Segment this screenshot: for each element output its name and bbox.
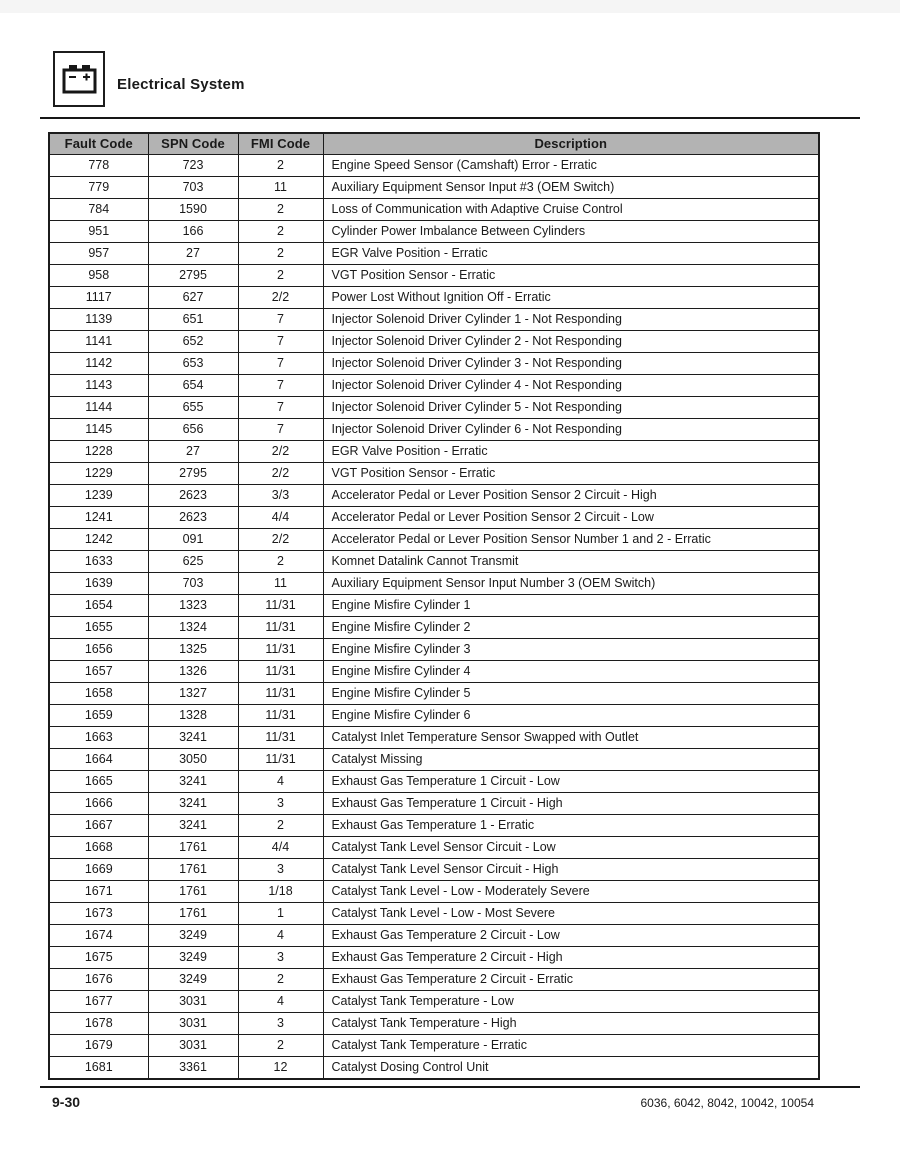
spn-code-cell: 1761 [148, 836, 238, 858]
fmi-code-cell: 7 [238, 330, 323, 352]
description-cell: Exhaust Gas Temperature 2 Circuit - High [323, 946, 819, 968]
fault-code-cell: 1667 [49, 814, 148, 836]
table-row [49, 396, 819, 418]
fault-code-cell: 784 [49, 198, 148, 220]
table-header-row [49, 133, 819, 154]
spn-code-cell: 27 [148, 242, 238, 264]
spn-code-cell: 3249 [148, 968, 238, 990]
table-row [49, 220, 819, 242]
description-cell: Catalyst Missing [323, 748, 819, 770]
description-cell: Catalyst Tank Level - Low - Moderately Severe [323, 880, 819, 902]
fault-code-cell: 1145 [49, 418, 148, 440]
fault-code-cell: 1242 [49, 528, 148, 550]
description-cell: Catalyst Tank Temperature - Low [323, 990, 819, 1012]
description-cell: Exhaust Gas Temperature 1 Circuit - High [323, 792, 819, 814]
table-row [49, 484, 819, 506]
description-cell: Catalyst Tank Level Sensor Circuit - Low [323, 836, 819, 858]
fmi-code-cell: 3 [238, 858, 323, 880]
description-cell: EGR Valve Position - Erratic [323, 440, 819, 462]
fault-code-cell: 957 [49, 242, 148, 264]
header-fault-code: Fault Code [49, 133, 148, 154]
fmi-code-cell: 7 [238, 308, 323, 330]
fault-code-cell: 1665 [49, 770, 148, 792]
header-divider [40, 117, 860, 119]
fmi-code-cell: 11/31 [238, 704, 323, 726]
spn-code-cell: 627 [148, 286, 238, 308]
spn-code-cell: 3031 [148, 990, 238, 1012]
fault-code-cell: 1659 [49, 704, 148, 726]
fmi-code-cell: 4 [238, 770, 323, 792]
spn-code-cell: 27 [148, 440, 238, 462]
spn-code-cell: 2623 [148, 484, 238, 506]
fault-code-cell: 1678 [49, 1012, 148, 1034]
description-cell: Catalyst Tank Level Sensor Circuit - High [323, 858, 819, 880]
description-cell: Injector Solenoid Driver Cylinder 1 - Not Responding [323, 308, 819, 330]
spn-code-cell: 654 [148, 374, 238, 396]
description-cell: Engine Speed Sensor (Camshaft) Error - Erratic [323, 154, 819, 176]
fault-code-cell: 1681 [49, 1056, 148, 1079]
table-row [49, 308, 819, 330]
description-cell: Auxiliary Equipment Sensor Input Number 3 (OEM Switch) [323, 572, 819, 594]
spn-code-cell: 3031 [148, 1034, 238, 1056]
fmi-code-cell: 11/31 [238, 660, 323, 682]
section-icon-box [53, 51, 105, 107]
spn-code-cell: 166 [148, 220, 238, 242]
table-row [49, 704, 819, 726]
fmi-code-cell: 1/18 [238, 880, 323, 902]
description-cell: Injector Solenoid Driver Cylinder 2 - Not Responding [323, 330, 819, 352]
fault-code-cell: 1675 [49, 946, 148, 968]
fmi-code-cell: 7 [238, 396, 323, 418]
description-cell: Injector Solenoid Driver Cylinder 6 - Not Responding [323, 418, 819, 440]
description-cell: Engine Misfire Cylinder 6 [323, 704, 819, 726]
table-row [49, 1034, 819, 1056]
table-row [49, 264, 819, 286]
fmi-code-cell: 2/2 [238, 528, 323, 550]
fault-code-cell: 1139 [49, 308, 148, 330]
table-row [49, 242, 819, 264]
spn-code-cell: 1590 [148, 198, 238, 220]
fmi-code-cell: 3 [238, 946, 323, 968]
fault-code-cell: 1668 [49, 836, 148, 858]
table-row [49, 440, 819, 462]
fmi-code-cell: 2 [238, 550, 323, 572]
fmi-code-cell: 4 [238, 990, 323, 1012]
table-row [49, 660, 819, 682]
fault-code-cell: 779 [49, 176, 148, 198]
fault-code-cell: 1663 [49, 726, 148, 748]
header-fmi-code: FMI Code [238, 133, 323, 154]
spn-code-cell: 1761 [148, 902, 238, 924]
fmi-code-cell: 2 [238, 1034, 323, 1056]
fmi-code-cell: 11/31 [238, 616, 323, 638]
fmi-code-cell: 11 [238, 572, 323, 594]
table-row [49, 770, 819, 792]
fault-code-cell: 1677 [49, 990, 148, 1012]
spn-code-cell: 1325 [148, 638, 238, 660]
fault-code-cell: 1142 [49, 352, 148, 374]
page-number: 9-30 [52, 1094, 81, 1110]
fault-code-cell: 1673 [49, 902, 148, 924]
battery-icon [58, 55, 100, 104]
table-row [49, 990, 819, 1012]
description-cell: Accelerator Pedal or Lever Position Sensor 2 Circuit - Low [323, 506, 819, 528]
spn-code-cell: 091 [148, 528, 238, 550]
description-cell: Accelerator Pedal or Lever Position Sensor Number 1 and 2 - Erratic [323, 528, 819, 550]
fault-code-table [48, 132, 820, 1080]
table-row [49, 198, 819, 220]
table-row [49, 968, 819, 990]
description-cell: Catalyst Tank Level - Low - Most Severe [323, 902, 819, 924]
page-title: Electrical System [117, 76, 245, 93]
fmi-code-cell: 7 [238, 374, 323, 396]
spn-code-cell: 703 [148, 572, 238, 594]
table-row [49, 792, 819, 814]
description-cell: Accelerator Pedal or Lever Position Sensor 2 Circuit - High [323, 484, 819, 506]
fmi-code-cell: 2 [238, 198, 323, 220]
table-row [49, 616, 819, 638]
spn-code-cell: 3241 [148, 792, 238, 814]
fault-code-cell: 1117 [49, 286, 148, 308]
fmi-code-cell: 4/4 [238, 506, 323, 528]
spn-code-cell: 2623 [148, 506, 238, 528]
description-cell: Engine Misfire Cylinder 5 [323, 682, 819, 704]
fault-code-cell: 1141 [49, 330, 148, 352]
fault-code-cell: 1676 [49, 968, 148, 990]
model-numbers: 6036, 6042, 8042, 10042, 10054 [640, 1096, 814, 1110]
fault-code-cell: 1144 [49, 396, 148, 418]
spn-code-cell: 625 [148, 550, 238, 572]
spn-code-cell: 653 [148, 352, 238, 374]
table-row [49, 352, 819, 374]
description-cell: Auxiliary Equipment Sensor Input #3 (OEM Switch) [323, 176, 819, 198]
fault-code-cell: 1656 [49, 638, 148, 660]
fmi-code-cell: 12 [238, 1056, 323, 1079]
table-row [49, 506, 819, 528]
table-row [49, 1056, 819, 1079]
fmi-code-cell: 2/2 [238, 440, 323, 462]
fault-code-cell: 1143 [49, 374, 148, 396]
table-row [49, 814, 819, 836]
fmi-code-cell: 11/31 [238, 726, 323, 748]
fault-code-cell: 1658 [49, 682, 148, 704]
fault-table-body [49, 154, 819, 1079]
table-row [49, 528, 819, 550]
description-cell: Cylinder Power Imbalance Between Cylinders [323, 220, 819, 242]
table-row [49, 748, 819, 770]
fmi-code-cell: 11/31 [238, 594, 323, 616]
fault-code-cell: 1228 [49, 440, 148, 462]
header-spn-code: SPN Code [148, 133, 238, 154]
table-row [49, 946, 819, 968]
spn-code-cell: 3241 [148, 814, 238, 836]
table-row [49, 286, 819, 308]
spn-code-cell: 1328 [148, 704, 238, 726]
description-cell: Loss of Communication with Adaptive Cruise Control [323, 198, 819, 220]
fault-code-cell: 1241 [49, 506, 148, 528]
page-top-edge [0, 0, 900, 13]
fmi-code-cell: 2/2 [238, 462, 323, 484]
fmi-code-cell: 3 [238, 1012, 323, 1034]
fmi-code-cell: 2 [238, 814, 323, 836]
spn-code-cell: 1324 [148, 616, 238, 638]
fmi-code-cell: 11/31 [238, 638, 323, 660]
description-cell: Engine Misfire Cylinder 1 [323, 594, 819, 616]
fmi-code-cell: 11 [238, 176, 323, 198]
spn-code-cell: 1326 [148, 660, 238, 682]
spn-code-cell: 1761 [148, 880, 238, 902]
fmi-code-cell: 2 [238, 264, 323, 286]
fault-code-cell: 1639 [49, 572, 148, 594]
spn-code-cell: 703 [148, 176, 238, 198]
fault-code-cell: 1633 [49, 550, 148, 572]
description-cell: Power Lost Without Ignition Off - Erratic [323, 286, 819, 308]
fmi-code-cell: 7 [238, 352, 323, 374]
fault-code-cell: 1669 [49, 858, 148, 880]
description-cell: Catalyst Tank Temperature - Erratic [323, 1034, 819, 1056]
fmi-code-cell: 3 [238, 792, 323, 814]
table-row [49, 924, 819, 946]
fault-code-cell: 1664 [49, 748, 148, 770]
spn-code-cell: 3249 [148, 946, 238, 968]
description-cell: Engine Misfire Cylinder 2 [323, 616, 819, 638]
table-row [49, 462, 819, 484]
spn-code-cell: 652 [148, 330, 238, 352]
fault-code-cell: 1229 [49, 462, 148, 484]
table-row [49, 836, 819, 858]
table-row [49, 154, 819, 176]
table-row [49, 374, 819, 396]
table-row [49, 330, 819, 352]
description-cell: VGT Position Sensor - Erratic [323, 264, 819, 286]
spn-code-cell: 3241 [148, 770, 238, 792]
fmi-code-cell: 4/4 [238, 836, 323, 858]
description-cell: Catalyst Tank Temperature - High [323, 1012, 819, 1034]
fmi-code-cell: 1 [238, 902, 323, 924]
spn-code-cell: 3241 [148, 726, 238, 748]
fmi-code-cell: 11/31 [238, 748, 323, 770]
table-row [49, 682, 819, 704]
spn-code-cell: 1323 [148, 594, 238, 616]
description-cell: Komnet Datalink Cannot Transmit [323, 550, 819, 572]
spn-code-cell: 3249 [148, 924, 238, 946]
table-row [49, 902, 819, 924]
fmi-code-cell: 11/31 [238, 682, 323, 704]
fmi-code-cell: 2 [238, 220, 323, 242]
fmi-code-cell: 2 [238, 242, 323, 264]
fault-code-cell: 958 [49, 264, 148, 286]
fault-code-cell: 1657 [49, 660, 148, 682]
description-cell: Injector Solenoid Driver Cylinder 5 - Not Responding [323, 396, 819, 418]
spn-code-cell: 723 [148, 154, 238, 176]
table-row [49, 858, 819, 880]
table-row [49, 176, 819, 198]
fault-code-cell: 1655 [49, 616, 148, 638]
fault-code-cell: 1666 [49, 792, 148, 814]
spn-code-cell: 655 [148, 396, 238, 418]
fault-code-cell: 778 [49, 154, 148, 176]
description-cell: EGR Valve Position - Erratic [323, 242, 819, 264]
table-row [49, 572, 819, 594]
description-cell: Injector Solenoid Driver Cylinder 3 - Not Responding [323, 352, 819, 374]
table-row [49, 1012, 819, 1034]
table-row [49, 594, 819, 616]
fmi-code-cell: 2/2 [238, 286, 323, 308]
spn-code-cell: 1327 [148, 682, 238, 704]
spn-code-cell: 3031 [148, 1012, 238, 1034]
table-row [49, 726, 819, 748]
fault-code-cell: 1654 [49, 594, 148, 616]
description-cell: VGT Position Sensor - Erratic [323, 462, 819, 484]
table-row [49, 638, 819, 660]
fault-code-cell: 1239 [49, 484, 148, 506]
description-cell: Catalyst Dosing Control Unit [323, 1056, 819, 1079]
fmi-code-cell: 4 [238, 924, 323, 946]
spn-code-cell: 3050 [148, 748, 238, 770]
description-cell: Catalyst Inlet Temperature Sensor Swapped with Outlet [323, 726, 819, 748]
fault-code-cell: 1671 [49, 880, 148, 902]
table-row [49, 418, 819, 440]
description-cell: Exhaust Gas Temperature 2 Circuit - Low [323, 924, 819, 946]
fmi-code-cell: 7 [238, 418, 323, 440]
fault-code-cell: 1674 [49, 924, 148, 946]
description-cell: Engine Misfire Cylinder 3 [323, 638, 819, 660]
spn-code-cell: 2795 [148, 264, 238, 286]
description-cell: Injector Solenoid Driver Cylinder 4 - Not Responding [323, 374, 819, 396]
spn-code-cell: 3361 [148, 1056, 238, 1079]
fmi-code-cell: 2 [238, 968, 323, 990]
fault-code-cell: 951 [49, 220, 148, 242]
fault-code-cell: 1679 [49, 1034, 148, 1056]
table-row [49, 550, 819, 572]
description-cell: Engine Misfire Cylinder 4 [323, 660, 819, 682]
fmi-code-cell: 2 [238, 154, 323, 176]
spn-code-cell: 656 [148, 418, 238, 440]
description-cell: Exhaust Gas Temperature 2 Circuit - Erratic [323, 968, 819, 990]
spn-code-cell: 1761 [148, 858, 238, 880]
fmi-code-cell: 3/3 [238, 484, 323, 506]
spn-code-cell: 2795 [148, 462, 238, 484]
header-description: Description [323, 133, 819, 154]
description-cell: Exhaust Gas Temperature 1 Circuit - Low [323, 770, 819, 792]
description-cell: Exhaust Gas Temperature 1 - Erratic [323, 814, 819, 836]
footer-divider [40, 1086, 860, 1088]
spn-code-cell: 651 [148, 308, 238, 330]
table-row [49, 880, 819, 902]
